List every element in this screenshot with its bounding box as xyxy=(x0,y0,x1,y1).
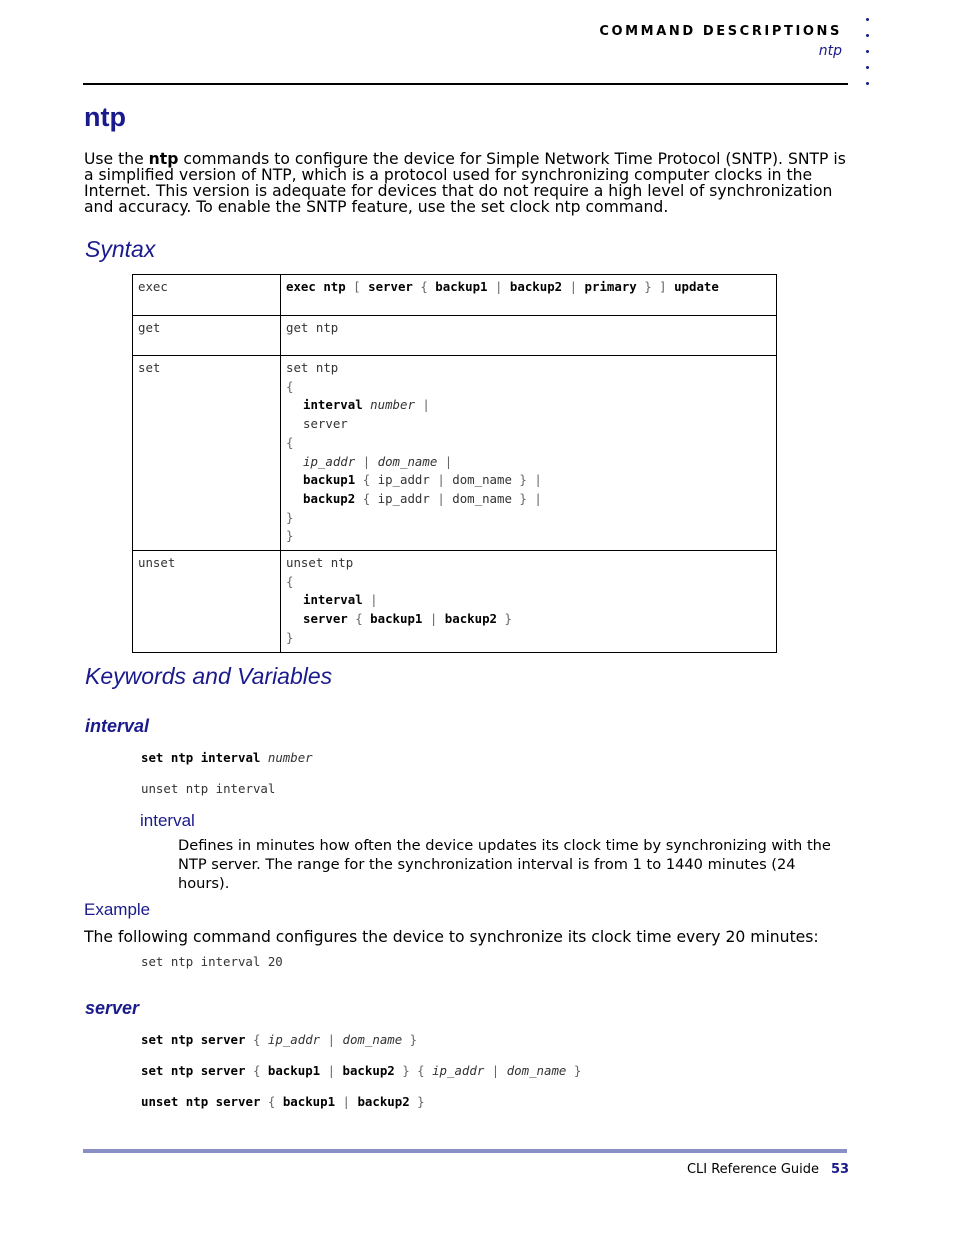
interval-heading: interval xyxy=(85,716,150,736)
example-heading: Example xyxy=(84,900,151,919)
header-rule xyxy=(83,83,848,85)
example-text: The following command configures the device to synchronize its clock time every 20 minutes: xyxy=(84,928,819,946)
interval-syntax-set: set ntp interval number xyxy=(141,750,313,765)
syntax-row-exec xyxy=(133,275,777,316)
interval-term: interval xyxy=(140,811,195,830)
page-number: 53 xyxy=(831,1162,850,1177)
interval-description: Defines in minutes how often the device updates its clock time by synchronizing with the NTP server. The range for the synchronization interval is from 1 to 1440 minutes (24 hours). xyxy=(178,837,831,892)
header-dots-decoration xyxy=(861,18,873,98)
example-code: set ntp interval 20 xyxy=(141,954,283,969)
syntax-label: set xyxy=(133,356,281,551)
server-syntax-3: unset ntp server { backup1 | backup2 } xyxy=(141,1094,425,1109)
page-title: ntp xyxy=(84,102,126,132)
syntax-row-get xyxy=(133,316,777,356)
server-heading: server xyxy=(85,998,140,1018)
syntax-table xyxy=(132,274,777,653)
interval-syntax-unset: unset ntp interval xyxy=(141,781,276,796)
syntax-row-set xyxy=(133,356,777,551)
syntax-cmd: exec ntp [ server { backup1 | backup2 | primary } ] update xyxy=(281,275,777,316)
syntax-cmd: get ntp xyxy=(281,316,777,356)
footer-guide-title: CLI Reference Guide xyxy=(686,1162,819,1177)
keywords-heading: Keywords and Variables xyxy=(85,663,333,689)
footer-rule xyxy=(83,1149,847,1153)
intro-paragraph: Use the ntp commands to configure the device for Simple Network Time Protocol (SNTP). SNTP is a simplified version of NTP, which is a protocol used for synchronizing computer clocks in the Internet. This version is adequate for devices that do not require a high level of synchronization and accuracy. To enable the SNTP feature, use the set clock ntp command. xyxy=(84,150,846,216)
server-syntax-2: set ntp server { backup1 | backup2 } { ip_addr | dom_name } xyxy=(141,1063,582,1078)
syntax-label: exec xyxy=(133,275,281,316)
syntax-cmd: set ntp { interval number | server { ip_addr | dom_name | backup1 { ip_addr | dom_name } | backup2 { ip_addr | dom_name } | } } xyxy=(281,356,777,551)
syntax-heading: Syntax xyxy=(85,236,156,262)
syntax-label: unset xyxy=(133,551,281,653)
running-header-topic: ntp xyxy=(818,43,842,59)
server-syntax-1: set ntp server { ip_addr | dom_name } xyxy=(141,1032,418,1047)
syntax-row-unset xyxy=(133,551,777,653)
syntax-cmd: unset ntp { interval | server { backup1 | backup2 } } xyxy=(281,551,777,653)
syntax-label: get xyxy=(133,316,281,356)
running-header-section: COMMAND DESCRIPTIONS xyxy=(599,24,842,39)
